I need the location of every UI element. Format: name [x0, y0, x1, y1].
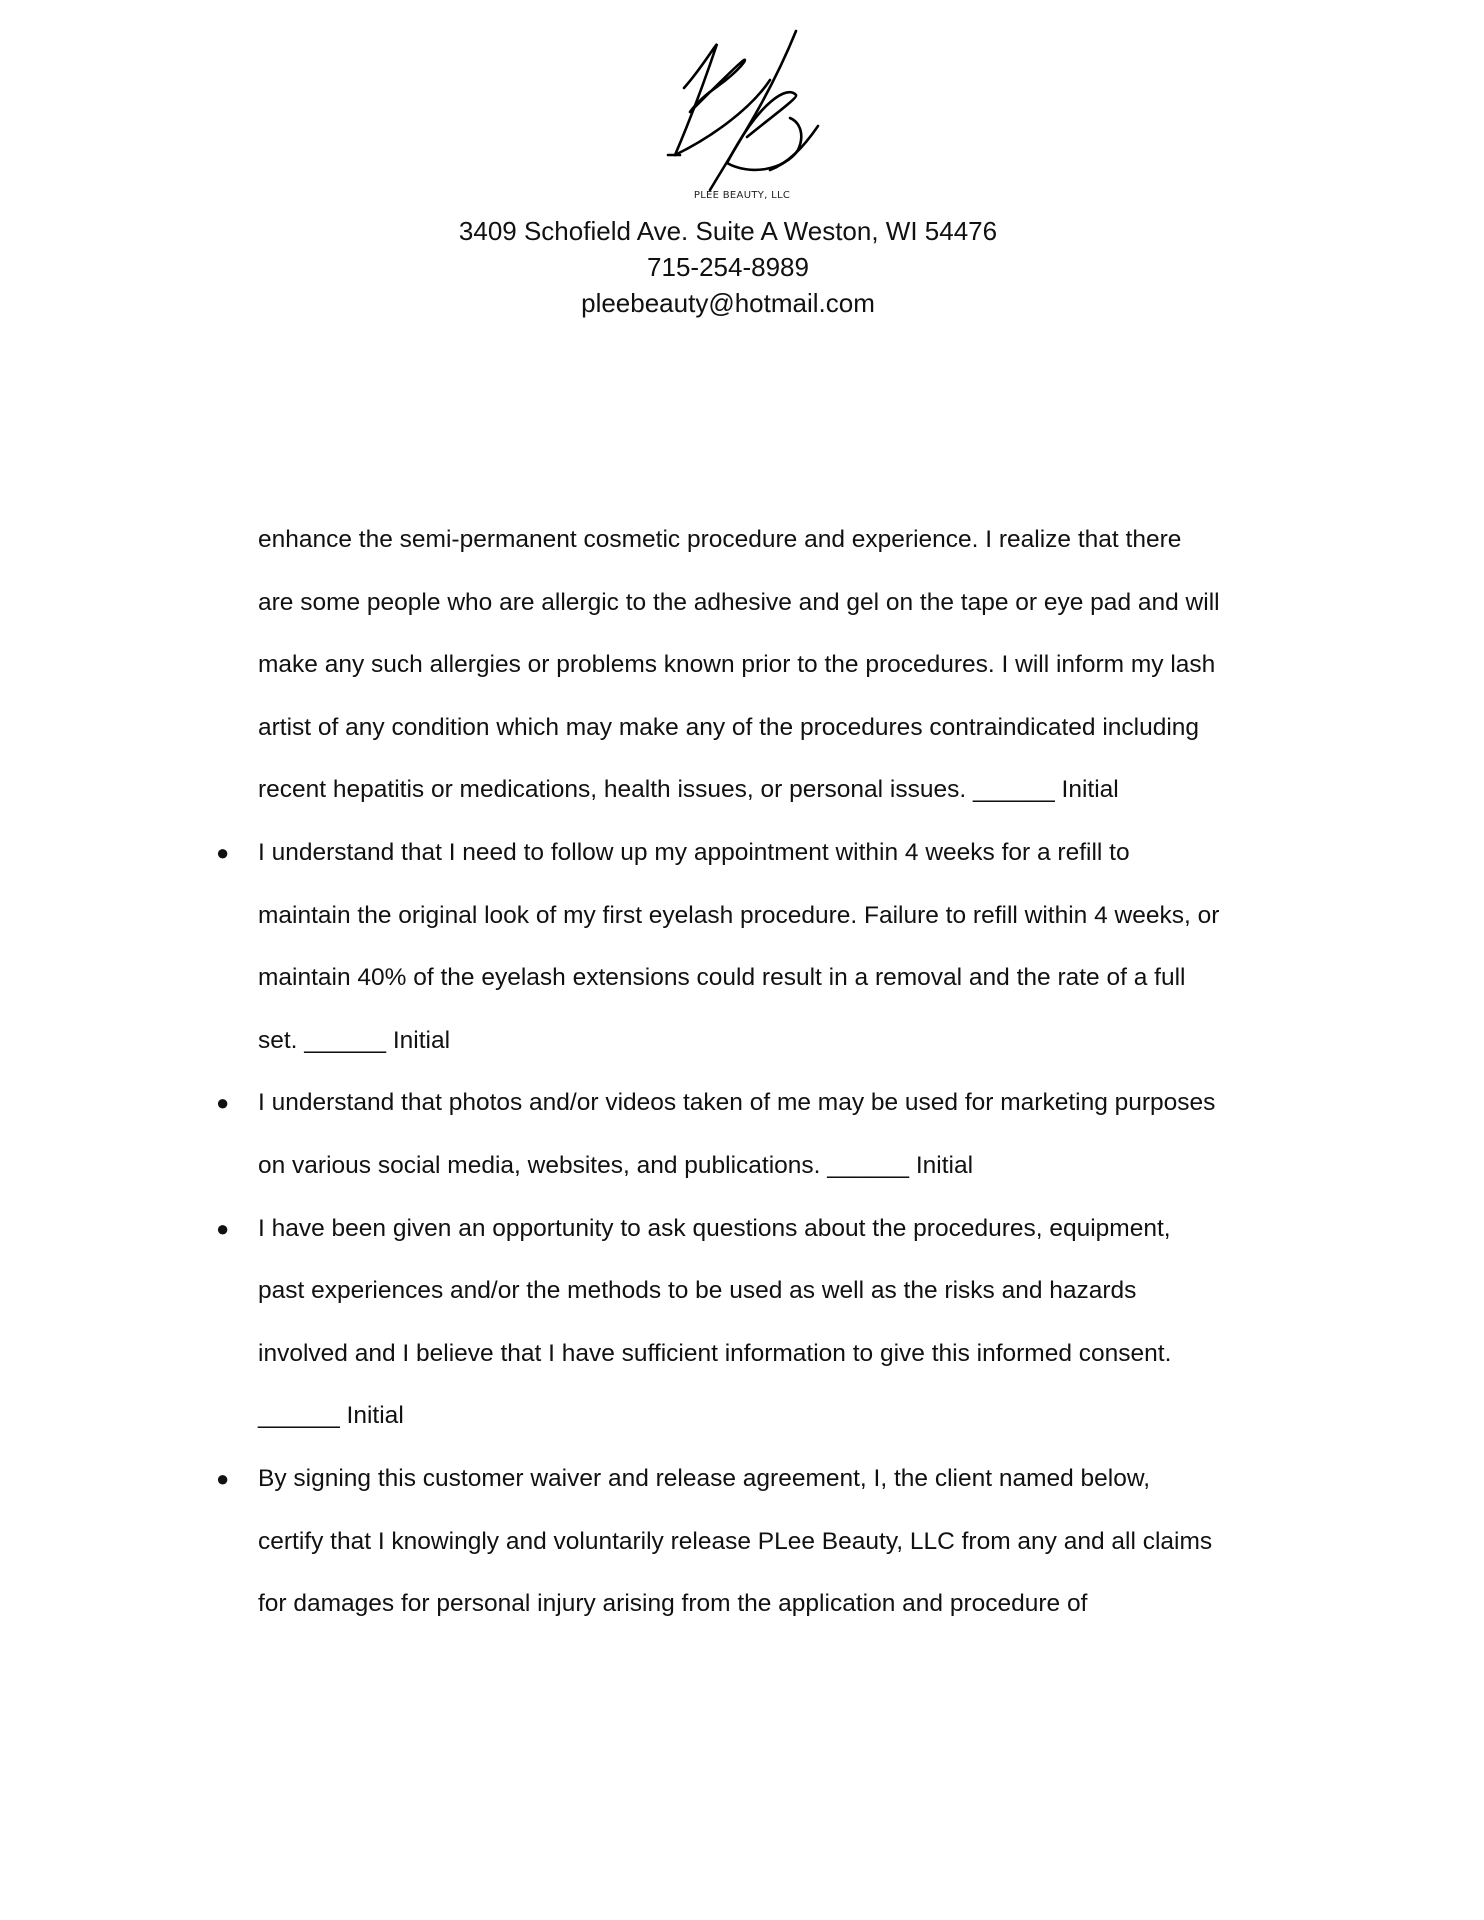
paragraph-line: are some people who are allergic to the adhesive and gel on the tape or eye pad and will	[258, 588, 1220, 616]
paragraph-line: By signing this customer waiver and release agreement, I, the client named below,	[258, 1465, 1151, 1492]
phone: 715-254-8989	[647, 252, 809, 282]
email: pleebeauty@hotmail.com	[581, 288, 875, 318]
paragraph-line: ______ Initial	[258, 1402, 404, 1430]
paragraph-line: maintain 40% of the eyelash extensions could result in a removal and the rate of a full	[258, 964, 1186, 992]
address: 3409 Schofield Ave. Suite A Weston, WI 54476	[458, 216, 998, 246]
paragraph-line: I have been given an opportunity to ask questions about the procedures, equipment,	[258, 1214, 1171, 1242]
bullet-icon: ●	[216, 1090, 230, 1116]
paragraph-line: I understand that I need to follow up my appointment within 4 weeks for a refill to	[258, 839, 1130, 866]
paragraph-line: artist of any condition which may make any of the procedures contraindicated including	[258, 713, 1200, 741]
paragraph-line: set. ______ Initial	[258, 1026, 451, 1054]
paragraph-line: I understand that photos and/or videos taken of me may be used for marketing purposes	[258, 1089, 1216, 1117]
paragraph-line: recent hepatitis or medications, health issues, or personal issues. ______ Initial	[258, 776, 1119, 804]
bullet-icon: ●	[216, 1215, 230, 1241]
paragraph-line: make any such allergies or problems known prior to the procedures. I will inform my lash	[258, 651, 1216, 679]
paragraph-line: for damages for personal injury arising from the application and procedure of	[258, 1590, 1088, 1618]
paragraph-line: past experiences and/or the methods to be used as well as the risks and hazards	[258, 1277, 1137, 1305]
paragraph-line: enhance the semi-permanent cosmetic procedure and experience. I realize that there	[258, 526, 1182, 553]
plee-beauty-logo	[600, 0, 900, 220]
paragraph-line: maintain the original look of my first eyelash procedure. Failure to refill within 4 weeks, or	[258, 901, 1220, 929]
paragraph-line: certify that I knowingly and voluntarily release PLee Beauty, LLC from any and all claims	[258, 1527, 1213, 1555]
paragraph-line: involved and I believe that I have sufficient information to give this informed consent.	[258, 1339, 1172, 1367]
paragraph-line: on various social media, websites, and publications. ______ Initial	[258, 1152, 974, 1179]
logo-text: PLEE BEAUTY, LLC	[693, 190, 791, 201]
bullet-icon: ●	[216, 840, 230, 865]
bullet-icon: ●	[216, 1466, 230, 1491]
